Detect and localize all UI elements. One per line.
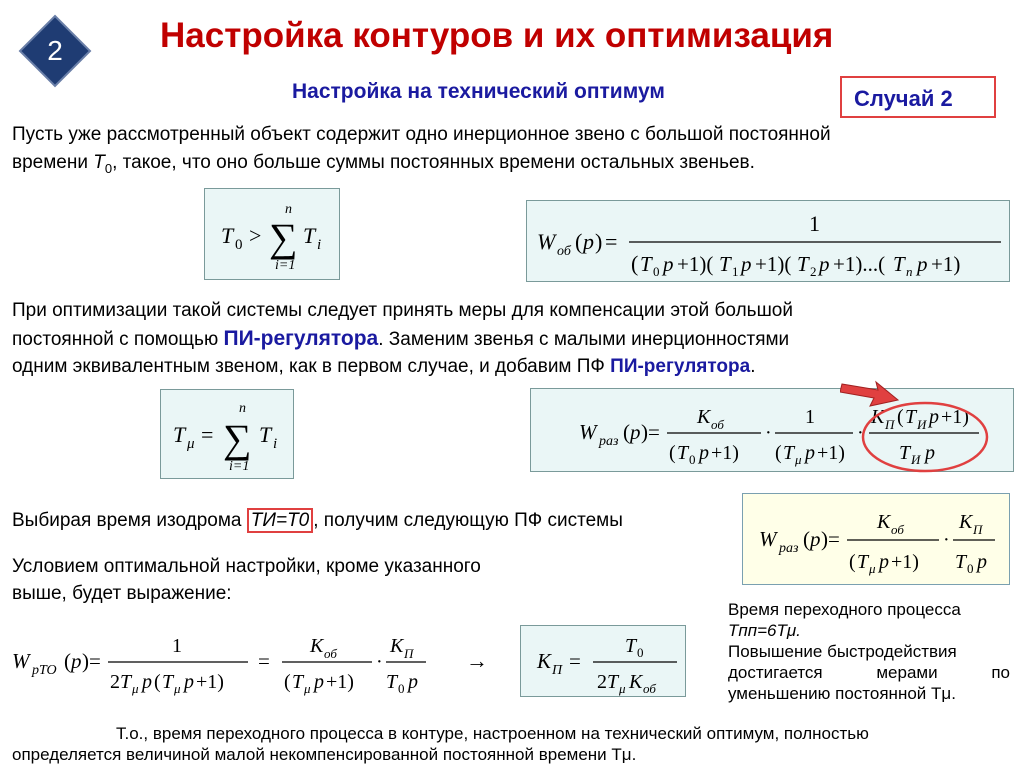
svg-text:pTO: pTO	[32, 663, 57, 678]
svg-text:T: T	[386, 671, 398, 693]
svg-text:W: W	[759, 527, 777, 551]
slide-number: 2	[47, 35, 63, 66]
svg-text:μ: μ	[174, 681, 181, 696]
svg-text:(: (	[631, 251, 639, 276]
formula-object-tf	[526, 200, 1010, 282]
svg-text:p: p	[805, 442, 815, 464]
svg-text:p: p	[630, 420, 641, 444]
svg-text:=: =	[569, 649, 581, 673]
svg-text:n: n	[239, 401, 246, 416]
svg-text:μ: μ	[187, 436, 195, 452]
svg-text:T: T	[719, 252, 731, 276]
svg-text:p: p	[663, 252, 674, 276]
svg-text:p: p	[810, 527, 821, 551]
svg-text:μ: μ	[795, 452, 802, 467]
svg-text:0: 0	[689, 452, 696, 467]
svg-text:об: об	[891, 522, 904, 537]
svg-text:μ: μ	[619, 681, 626, 696]
svg-text:p: p	[142, 671, 152, 693]
svg-text:·: ·	[376, 651, 383, 673]
svg-text:K: K	[390, 635, 404, 657]
svg-text:об: об	[711, 417, 724, 432]
svg-text:>: >	[249, 223, 262, 248]
svg-text:·: ·	[943, 529, 950, 551]
svg-text:+1): +1)	[196, 671, 224, 693]
svg-text:p: p	[699, 442, 709, 464]
case-label: Случай 2	[840, 76, 996, 118]
conclusion-line1: Т.о., время переходного процесса в контуре, настроенном на технический оптимум, полностью	[116, 724, 869, 743]
svg-text:T: T	[857, 551, 869, 573]
svg-text:p: p	[408, 671, 418, 693]
svg-text:И: И	[917, 417, 927, 432]
svg-text:=: =	[201, 422, 214, 447]
svg-text:T: T	[783, 442, 795, 464]
svg-text:K: K	[629, 671, 643, 693]
note-line2: Tпп=6Tμ.	[728, 621, 801, 640]
svg-text:+1): +1)	[711, 442, 739, 464]
page-title: Настройка контуров и их оптимизация	[160, 16, 834, 55]
svg-text:+1)(: +1)(	[755, 252, 792, 276]
svg-text:n: n	[285, 202, 292, 217]
conclusion-line2: определяется величиной малой некомпенсированной постоянной времени Tμ.	[12, 745, 637, 764]
svg-text:+1): +1)	[891, 551, 919, 573]
svg-text:K: K	[959, 511, 973, 533]
svg-text:K: K	[877, 511, 891, 533]
svg-text:μ: μ	[304, 681, 311, 696]
svg-text:W: W	[537, 229, 556, 254]
svg-text:+1): +1)	[931, 252, 961, 276]
svg-text:П: П	[552, 663, 563, 678]
formula-open-loop-simplified	[742, 493, 1010, 585]
svg-text:i: i	[317, 237, 322, 253]
svg-text:2: 2	[810, 264, 817, 279]
svg-text:μ: μ	[869, 561, 876, 576]
svg-text:0: 0	[398, 681, 405, 696]
svg-text:1: 1	[809, 211, 820, 236]
svg-text:+1): +1)	[941, 406, 969, 428]
svg-text:0: 0	[235, 237, 243, 253]
para4-line2: выше, будет выражение:	[12, 583, 232, 604]
para1-line2: времени $T_0$, такое, что оно больше суммы постоянных времени остальных звеньев.	[12, 152, 755, 176]
svg-text:T: T	[899, 442, 911, 464]
svg-text:T: T	[221, 223, 234, 248]
svg-text:p: p	[71, 649, 82, 673]
formula-tmu-sum	[160, 389, 294, 479]
svg-text:T: T	[677, 442, 689, 464]
svg-text:+1)...(: +1)...(	[833, 252, 886, 276]
svg-text:i: i	[273, 436, 278, 452]
isodrome-condition: TИ=T0	[247, 508, 313, 533]
svg-text:T: T	[905, 406, 917, 428]
svg-text:K: K	[697, 406, 711, 428]
svg-text:T: T	[162, 671, 174, 693]
svg-text:2: 2	[597, 671, 607, 693]
svg-text:(: (	[623, 420, 630, 444]
svg-text:W: W	[579, 420, 597, 444]
svg-text:раз: раз	[599, 434, 619, 449]
para4-line1: Условием оптимальной настройки, кроме указанного	[12, 556, 481, 577]
svg-text:(: (	[575, 229, 583, 254]
svg-text:=: =	[605, 229, 618, 254]
svg-text:об: об	[643, 681, 656, 696]
svg-text:T: T	[173, 422, 186, 447]
svg-text:i=1: i=1	[275, 258, 296, 273]
svg-text:(: (	[669, 442, 676, 464]
para2-line3: одним эквивалентным звеном, как в первом случае, и добавим ПФ ПИ-регулятора.	[12, 356, 756, 377]
svg-text:T: T	[625, 635, 637, 657]
svg-text:T: T	[303, 223, 316, 248]
svg-text:+1)(: +1)(	[677, 252, 714, 276]
formula-kp	[520, 625, 686, 697]
note-line3: Повышение быстродействия	[728, 642, 957, 661]
svg-text:p: p	[929, 406, 939, 428]
svg-text:(: (	[154, 671, 161, 693]
formula-open-loop-pi	[530, 388, 1014, 472]
svg-text:i=1: i=1	[229, 459, 250, 474]
svg-text:∑: ∑	[269, 215, 298, 260]
para2-line2: постоянной с помощью ПИ-регулятора. Заменим звенья с малыми инерционностями	[12, 327, 790, 350]
svg-text:+1): +1)	[817, 442, 845, 464]
svg-text:n: n	[906, 264, 913, 279]
svg-text:T: T	[607, 671, 619, 693]
svg-text:p: p	[925, 442, 935, 464]
svg-text:+1): +1)	[326, 671, 354, 693]
svg-text:П: П	[404, 646, 414, 661]
implies-arrow: →	[466, 648, 488, 673]
svg-text:p: p	[819, 252, 830, 276]
svg-text:T: T	[640, 252, 652, 276]
note-line5: уменьшению постоянной Tμ.	[728, 684, 956, 703]
svg-text:1: 1	[732, 264, 739, 279]
svg-text:K: K	[310, 635, 324, 657]
svg-text:·: ·	[765, 422, 772, 444]
svg-text:0: 0	[637, 645, 644, 660]
svg-text:)=: )=	[82, 649, 101, 673]
formula-optimum	[8, 624, 448, 700]
svg-text:K: K	[871, 406, 885, 428]
svg-text:T: T	[797, 252, 809, 276]
svg-text:)=: )=	[641, 420, 660, 444]
para2-line1: При оптимизации такой системы следует принять меры для компенсации этой большой	[12, 300, 793, 321]
svg-text:p: p	[314, 671, 324, 693]
note-line4: достигается мерами по	[728, 663, 1010, 682]
svg-text:=: =	[258, 649, 270, 673]
svg-text:(: (	[803, 527, 810, 551]
svg-text:): )	[595, 229, 603, 254]
pointer-arrow-icon	[840, 376, 900, 410]
svg-text:∑: ∑	[223, 416, 252, 461]
svg-text:p: p	[184, 671, 194, 693]
svg-text:T: T	[259, 422, 272, 447]
para3: Выбирая время изодрома TИ=T0 , получим следующую ПФ системы	[12, 510, 623, 531]
svg-text:μ: μ	[132, 681, 139, 696]
svg-text:T: T	[120, 671, 132, 693]
svg-text:T: T	[955, 551, 967, 573]
svg-text:)=: )=	[821, 527, 840, 551]
svg-text:(: (	[849, 551, 856, 573]
svg-text:p: p	[741, 252, 752, 276]
svg-text:0: 0	[653, 264, 660, 279]
svg-text:П: П	[885, 417, 895, 432]
svg-text:·: ·	[857, 422, 864, 444]
formula-inequality	[204, 188, 340, 280]
note-line1: Время переходного процесса	[728, 600, 961, 619]
svg-text:1: 1	[172, 635, 182, 657]
svg-text:W: W	[12, 649, 30, 673]
section-subtitle: Настройка на технический оптимум	[292, 80, 665, 103]
para1-line1: Пусть уже рассмотренный объект содержит одно инерционное звено с большой постоянной	[12, 124, 831, 145]
note-block	[728, 599, 1010, 704]
svg-text:(: (	[284, 671, 291, 693]
svg-text:p: p	[917, 252, 928, 276]
svg-text:p: p	[583, 229, 594, 254]
svg-text:(: (	[897, 406, 904, 428]
svg-text:(: (	[775, 442, 782, 464]
svg-text:1: 1	[805, 406, 815, 428]
svg-text:И: И	[911, 452, 921, 467]
svg-text:раз: раз	[779, 541, 799, 556]
svg-text:T: T	[292, 671, 304, 693]
svg-text:p: p	[879, 551, 889, 573]
svg-text:p: p	[977, 551, 987, 573]
svg-text:об: об	[557, 244, 571, 259]
svg-text:(: (	[64, 649, 71, 673]
svg-text:T: T	[893, 252, 905, 276]
svg-text:об: об	[324, 646, 337, 661]
svg-text:0: 0	[967, 561, 974, 576]
svg-text:K: K	[537, 649, 552, 673]
svg-text:2: 2	[110, 671, 120, 693]
svg-text:П: П	[973, 522, 983, 537]
